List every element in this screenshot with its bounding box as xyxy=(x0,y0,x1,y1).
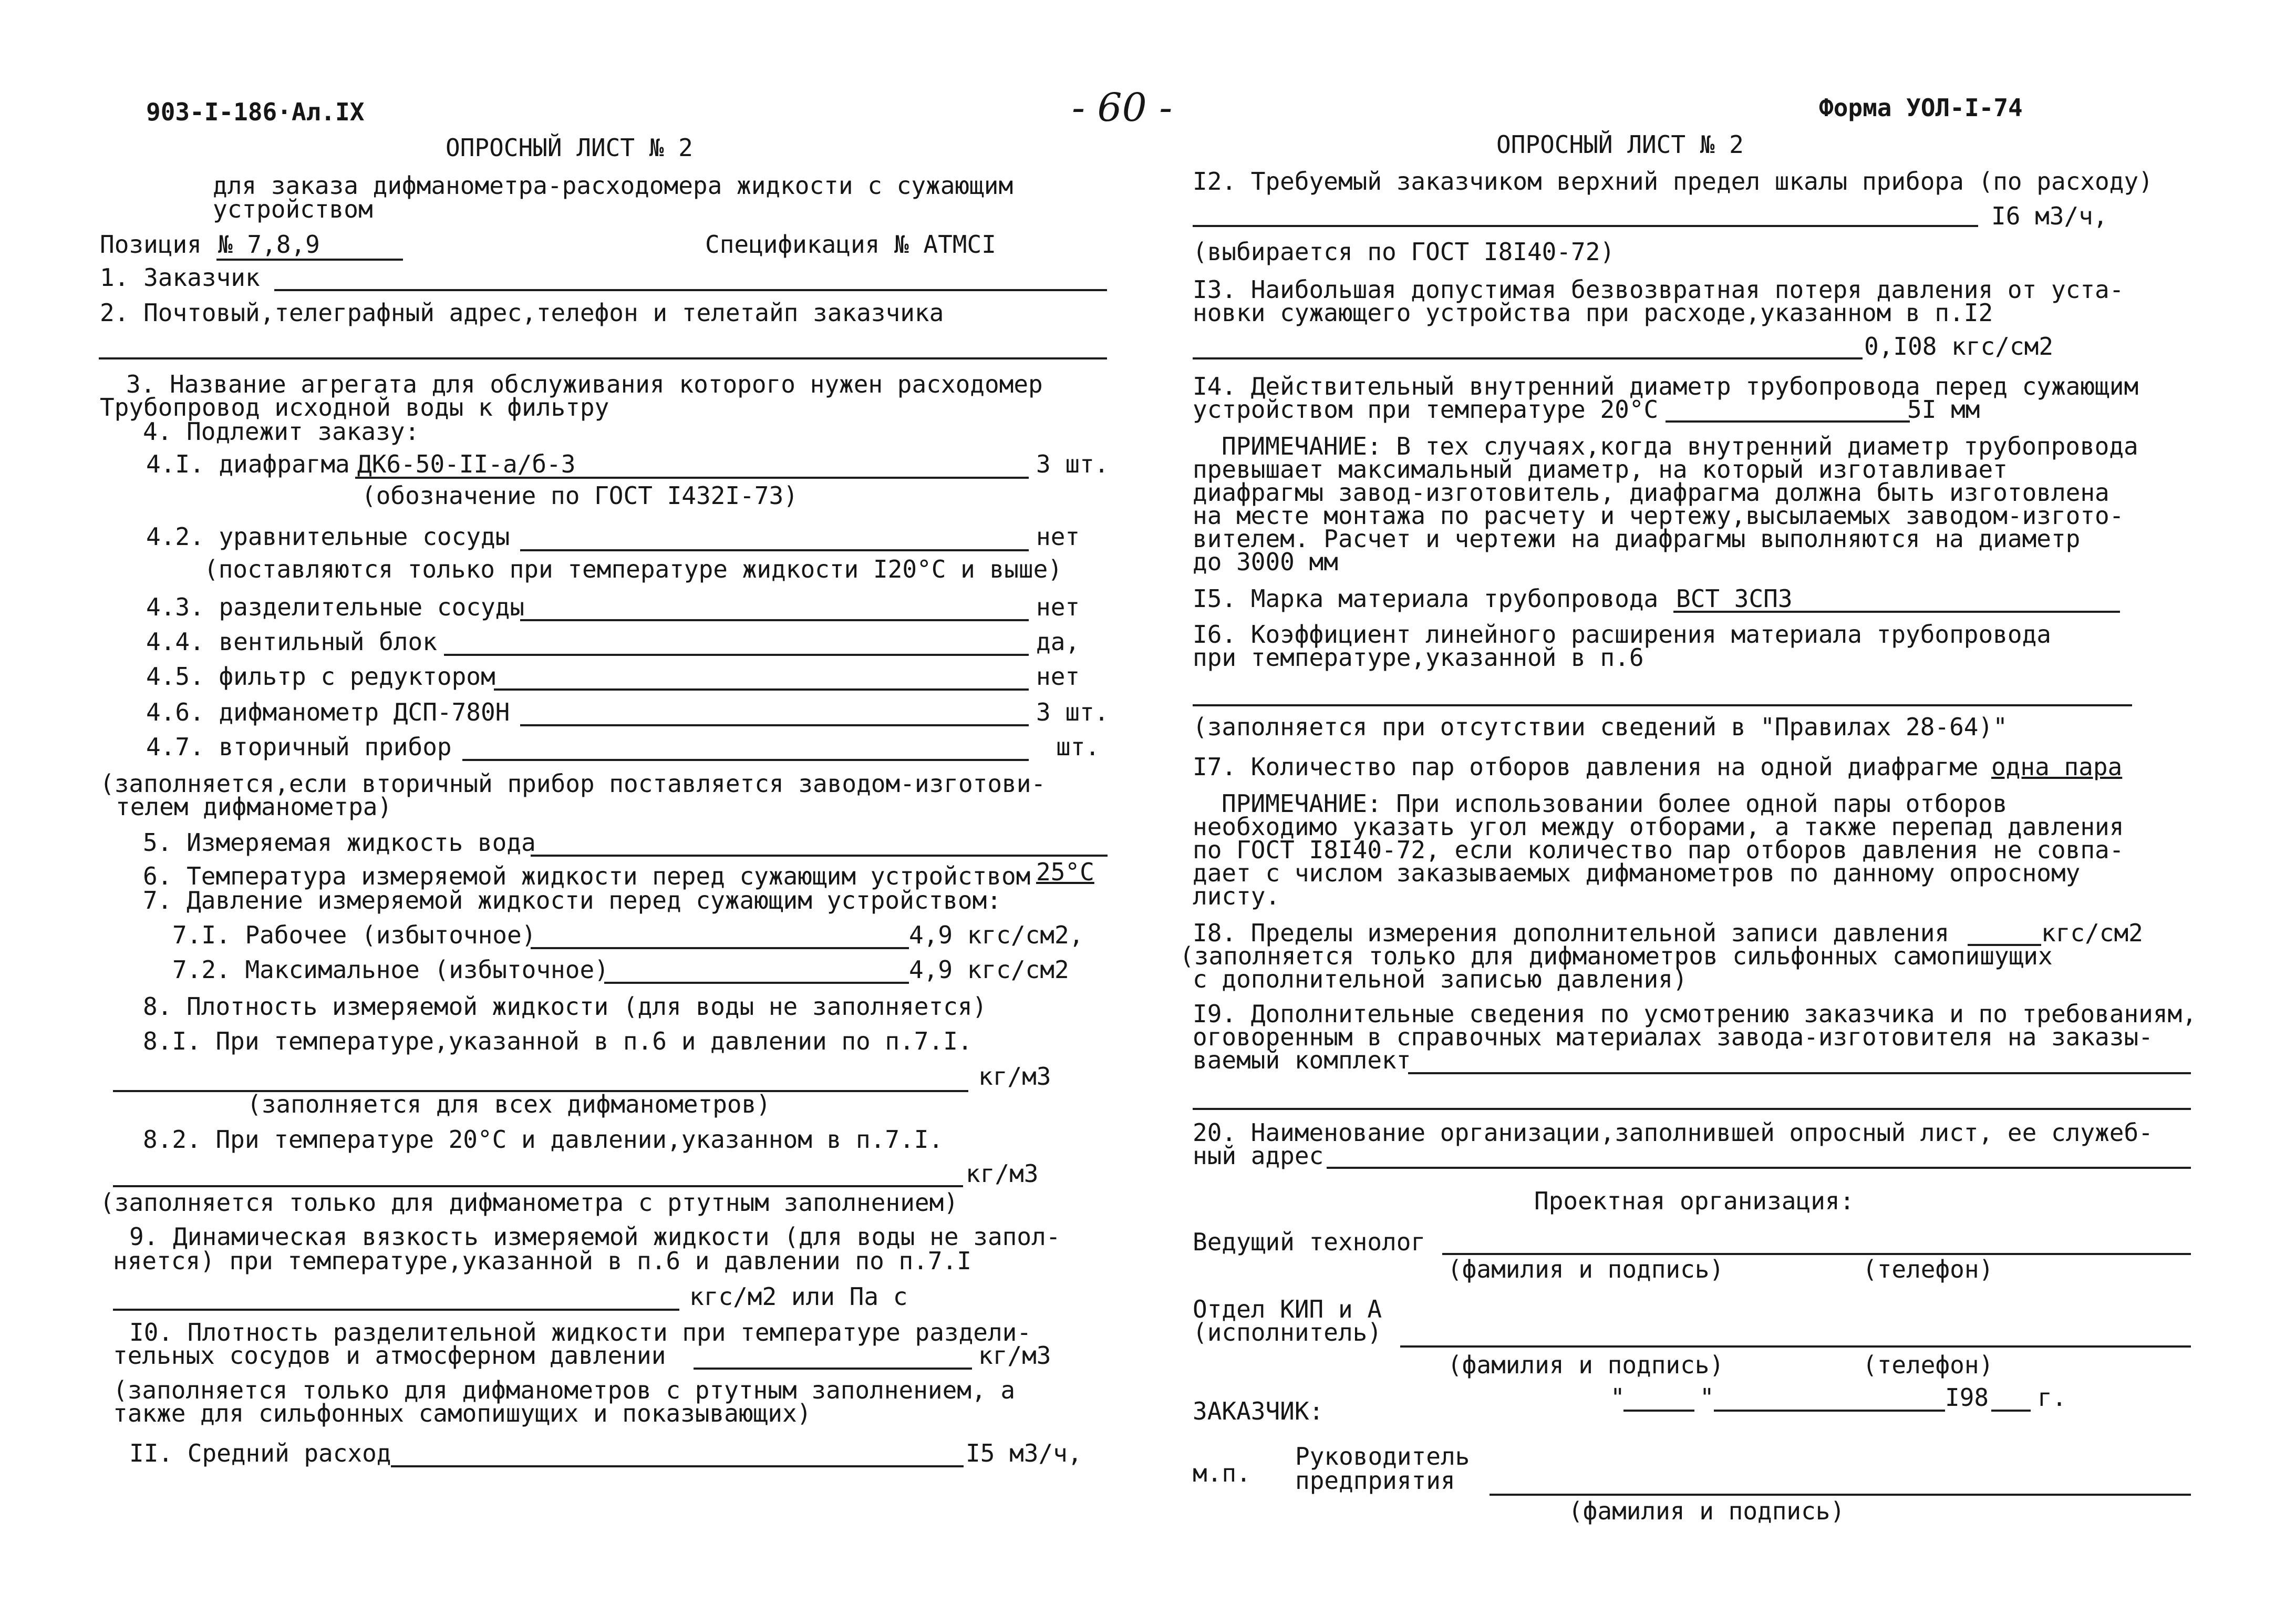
document-code: 903-I-186·Ал.IX xyxy=(146,98,365,126)
q19-additional-end: ваемый комплект xyxy=(1193,1046,1411,1074)
q82-line xyxy=(113,1185,963,1187)
q47-line xyxy=(462,759,1029,761)
q16-coefficient: I6. Коэффициент линейного расширения материала трубопровода xyxy=(1193,620,2051,649)
q44-value: да, xyxy=(1036,628,1080,656)
q13-pressure-loss: I3. Наибольшая допустимая безвозвратная потеря давления от уста- xyxy=(1193,275,2124,304)
date-year-line xyxy=(1991,1410,2031,1412)
q19-additional: I9. Дополнительные сведения по усмотрению заказчика и по требованиям, xyxy=(1193,1000,2197,1028)
left-subtitle-cont: устройством xyxy=(213,195,373,223)
q14-line xyxy=(1666,420,1910,423)
kip-phone: (телефон) xyxy=(1863,1351,1994,1379)
q2-line xyxy=(99,357,1107,359)
head-name-sign: (фамилия и подпись) xyxy=(1568,1497,1845,1525)
q12-value: I6 м3/ч, xyxy=(1991,202,2108,230)
q41-value: ДК6-50-II-а/б-3 xyxy=(357,450,576,478)
q81-unit: кг/м3 xyxy=(978,1062,1051,1091)
customer-label: ЗАКАЗЧИК: xyxy=(1193,1397,1324,1425)
note2-line3: по ГОСТ I8I40-72, если количество пар отборов давления не совпа- xyxy=(1193,836,2124,864)
q42-label: 4.2. уравнительные сосуды xyxy=(146,522,510,551)
q17-value: одна пара xyxy=(1991,753,2123,781)
q72-label: 7.2. Максимальное (избыточное) xyxy=(172,955,609,984)
q12-upper-limit: I2. Требуемый заказчиком верхний предел шкалы прибора (по расходу) xyxy=(1193,167,2153,196)
note2-line1: ПРИМЕЧАНИЕ: При использовании более одной пары отборов xyxy=(1222,789,2008,818)
q18-note-cont: с дополнительной записью давления) xyxy=(1193,965,1688,993)
specification: Спецификация № АТМСI xyxy=(705,230,996,259)
right-title: ОПРОСНЫЙ ЛИСТ № 2 xyxy=(1496,130,1744,159)
q41-line xyxy=(355,477,1029,479)
q44-label: 4.4. вентильный блок xyxy=(146,628,437,656)
q47-note-cont: телем дифманометра) xyxy=(116,793,392,821)
q2-address: 2. Почтовый,телеграфный адрес,телефон и телетайп заказчика xyxy=(100,299,944,327)
q9-viscosity: 9. Динамическая вязкость измеряемой жидкости (для воды не запол- xyxy=(129,1222,1061,1251)
note1-line1: ПРИМЕЧАНИЕ: В тех случаях,когда внутренний диаметр трубопровода xyxy=(1222,432,2138,460)
q82-density: 8.2. При температуре 20°С и давлении,указанном в п.7.I. xyxy=(143,1125,944,1154)
q1-customer: 1. Заказчик xyxy=(100,263,260,292)
note1-line4: на месте монтажа по расчету и чертежу,высылаемых заводом-изгото- xyxy=(1193,501,2124,530)
q82-note: (заполняется только для дифманометра с ртутным заполнением) xyxy=(100,1188,958,1217)
q45-label: 4.5. фильтр с редуктором xyxy=(146,662,495,691)
q47-label: 4.7. вторичный прибор xyxy=(146,733,452,761)
q71-label: 7.I. Рабочее (избыточное) xyxy=(172,921,536,949)
q8-density: 8. Плотность измеряемой жидкости (для воды не заполняется) xyxy=(143,992,987,1021)
q71-value: 4,9 кгс/см2, xyxy=(909,921,1084,949)
note2-line4: дает с числом заказываемых дифманометров по данному опросному xyxy=(1193,859,2081,887)
q81-note: (заполняется для всех дифманометров) xyxy=(247,1090,771,1118)
q18-unit: кгс/см2 xyxy=(2041,919,2143,947)
note1-line2: превышает максимальный диаметр, на который изготавливает xyxy=(1193,455,2008,484)
form-code: Форма УОЛ-I-74 xyxy=(1819,94,2023,122)
kip-name-sign: (фамилия и подпись) xyxy=(1447,1351,1724,1379)
q43-line xyxy=(520,619,1029,621)
q72-value: 4,9 кгс/см2 xyxy=(909,955,1069,984)
q6-temperature: 6. Температура измеряемой жидкости перед сужающим устройством xyxy=(143,862,1031,890)
q16-line xyxy=(1193,704,2132,706)
q13-line xyxy=(1193,357,1863,359)
q10-line xyxy=(694,1368,972,1370)
q41-qty: 3 шт. xyxy=(1036,450,1109,478)
q45-value: нет xyxy=(1036,662,1080,691)
note1-line6: до 3000 мм xyxy=(1193,548,1338,576)
q10-separating-density-cont: тельных сосудов и атмосферном давлении xyxy=(113,1341,666,1370)
q20-organization: 20. Наименование организации,заполнившей опросный лист, ее служеб- xyxy=(1193,1118,2153,1147)
note2-line5: листу. xyxy=(1193,882,1280,910)
q12-note: (выбирается по ГОСТ I8I40-72) xyxy=(1193,238,1615,266)
q18-note: (заполняется только для дифманометров сильфонных самопишущих xyxy=(1180,942,2053,970)
q42-note: (поставляются только при температуре жидкости I20°С и выше) xyxy=(204,555,1062,583)
q11-value: I5 м3/ч, xyxy=(966,1439,1082,1467)
note2-line2: необходимо указать угол между отборами, а также перепад давления xyxy=(1193,813,2124,841)
left-title: ОПРОСНЫЙ ЛИСТ № 2 xyxy=(446,133,693,162)
q19-line xyxy=(1408,1072,2191,1074)
q7-pressure: 7. Давление измеряемой жидкости перед сужающим устройством: xyxy=(143,886,1001,914)
q46-label: 4.6. дифманометр ДСП-780Н xyxy=(146,698,510,726)
date-day-line xyxy=(1623,1410,1694,1412)
q42-line xyxy=(520,549,1029,551)
q18-limits: I8. Пределы измерения дополнительной записи давления xyxy=(1193,919,1950,947)
q41-note: (обозначение по ГОСТ I432I-73) xyxy=(361,481,798,510)
lead-technologist: Ведущий технолог xyxy=(1193,1228,1426,1256)
q13-pressure-loss-cont: новки сужающего устройства при расходе,указанном в п.I2 xyxy=(1193,299,1993,327)
date-year: I98 xyxy=(1945,1383,1989,1412)
note1-line3: диафрагмы завод-изготовитель, диафрагма должна быть изготовлена xyxy=(1193,478,2109,507)
kip-line xyxy=(1400,1345,2191,1348)
q3-unit-name: 3. Название агрегата для обслуживания которого нужен расходомер xyxy=(126,370,1043,398)
q10-note: (заполняется только для дифманометров с ртутным заполнением, а xyxy=(113,1376,1016,1404)
q10-separating-density: I0. Плотность разделительной жидкости при температуре раздели- xyxy=(129,1318,1032,1346)
q47-note: (заполняется,если вторичный прибор поставляется заводом-изготови- xyxy=(100,769,1046,798)
q20-organization-cont: ный адрес xyxy=(1193,1142,1324,1170)
q82-unit: кг/м3 xyxy=(966,1159,1039,1188)
q46-line xyxy=(520,724,1029,726)
q45-line xyxy=(494,688,1029,691)
q16-note: (заполняется при отсутствии сведений в "Правилах 28-64)" xyxy=(1193,713,2008,741)
q72-line xyxy=(604,982,909,984)
seal-place: м.п. xyxy=(1193,1459,1251,1487)
kip-executor: (исполнитель) xyxy=(1193,1318,1382,1346)
q47-value: шт. xyxy=(1056,733,1100,761)
q71-line xyxy=(531,947,909,949)
q14-diameter-cont: устройством при температуре 20°С xyxy=(1193,395,1659,424)
date-year-suffix: г. xyxy=(2038,1383,2067,1412)
q41-label: 4.I. диафрагма xyxy=(146,450,350,478)
head-title: Руководитель xyxy=(1295,1442,1470,1471)
q19-line-2 xyxy=(1193,1108,2191,1110)
q10-unit: кг/м3 xyxy=(978,1341,1051,1370)
q15-line xyxy=(1673,611,2120,613)
position-label: Позиция xyxy=(100,230,202,259)
q4-order: 4. Подлежит заказу: xyxy=(143,417,420,446)
q15-label: I5. Марка материала трубопровода xyxy=(1193,584,1659,613)
q16-coefficient-cont: при температуре,указанной в п.6 xyxy=(1193,643,1644,672)
q5-line xyxy=(531,855,1108,857)
q20-line xyxy=(1327,1167,2191,1169)
q9-viscosity-cont: няется) при температуре,указанной в п.6 и давлении по п.7.I xyxy=(113,1247,971,1275)
q46-value: 3 шт. xyxy=(1036,698,1109,726)
design-organization: Проектная организация: xyxy=(1534,1187,1855,1215)
q81-density: 8.I. При температуре,указанной в п.6 и давлении по п.7.I. xyxy=(143,1027,973,1055)
head-title-cont: предприятия xyxy=(1295,1466,1455,1495)
q19-additional-cont: оговоренным в справочных материалах завода-изготовителя на заказы- xyxy=(1193,1023,2153,1051)
head-line xyxy=(1490,1494,2191,1496)
q13-value: 0,I08 кгс/см2 xyxy=(1864,332,2054,361)
position-line xyxy=(216,259,403,261)
q43-label: 4.3. разделительные сосуды xyxy=(146,593,525,621)
q11-flow: II. Средний расход xyxy=(129,1439,391,1467)
q12-line xyxy=(1193,225,1978,227)
q14-diameter: I4. Действительный внутренний диаметр трубопровода перед сужающим xyxy=(1193,372,2139,400)
lead-phone: (телефон) xyxy=(1863,1255,1994,1283)
lead-name-sign: (фамилия и подпись) xyxy=(1447,1255,1724,1283)
left-subtitle: для заказа дифманометра-расходомера жидкости с сужающим xyxy=(213,171,1013,200)
q3-unit-value: Трубопровод исходной воды к фильтру xyxy=(100,393,609,422)
q44-line xyxy=(444,654,1029,656)
q9-line xyxy=(113,1309,679,1311)
date-quote-open: " xyxy=(1610,1383,1625,1412)
q9-unit: кгс/м2 или Па с xyxy=(689,1282,908,1311)
q43-value: нет xyxy=(1036,593,1080,621)
q6-value: 25°С xyxy=(1036,858,1094,886)
kip-department: Отдел КИП и А xyxy=(1193,1295,1382,1323)
q10-note-cont: также для сильфонных самопишущих и показывающих) xyxy=(113,1399,812,1427)
q5-liquid: 5. Измеряемая жидкость вода xyxy=(143,828,536,857)
q11-line xyxy=(391,1465,964,1467)
q1-line xyxy=(274,289,1107,291)
q42-value: нет xyxy=(1036,522,1080,551)
page-number: - 60 - xyxy=(1072,85,1173,130)
q15-value: ВСТ 3СП3 xyxy=(1676,584,1793,613)
date-month-line xyxy=(1714,1410,1945,1412)
q14-value: 5I мм xyxy=(1907,395,1980,424)
note1-line5: вителем. Расчет и чертежи на диафрагмы выполняются на диаметр xyxy=(1193,525,2081,553)
q17-label: I7. Количество пар отборов давления на одной диафрагме xyxy=(1193,753,1979,781)
date-quote-close: " xyxy=(1700,1383,1714,1412)
position-value: № 7,8,9 xyxy=(218,230,320,259)
